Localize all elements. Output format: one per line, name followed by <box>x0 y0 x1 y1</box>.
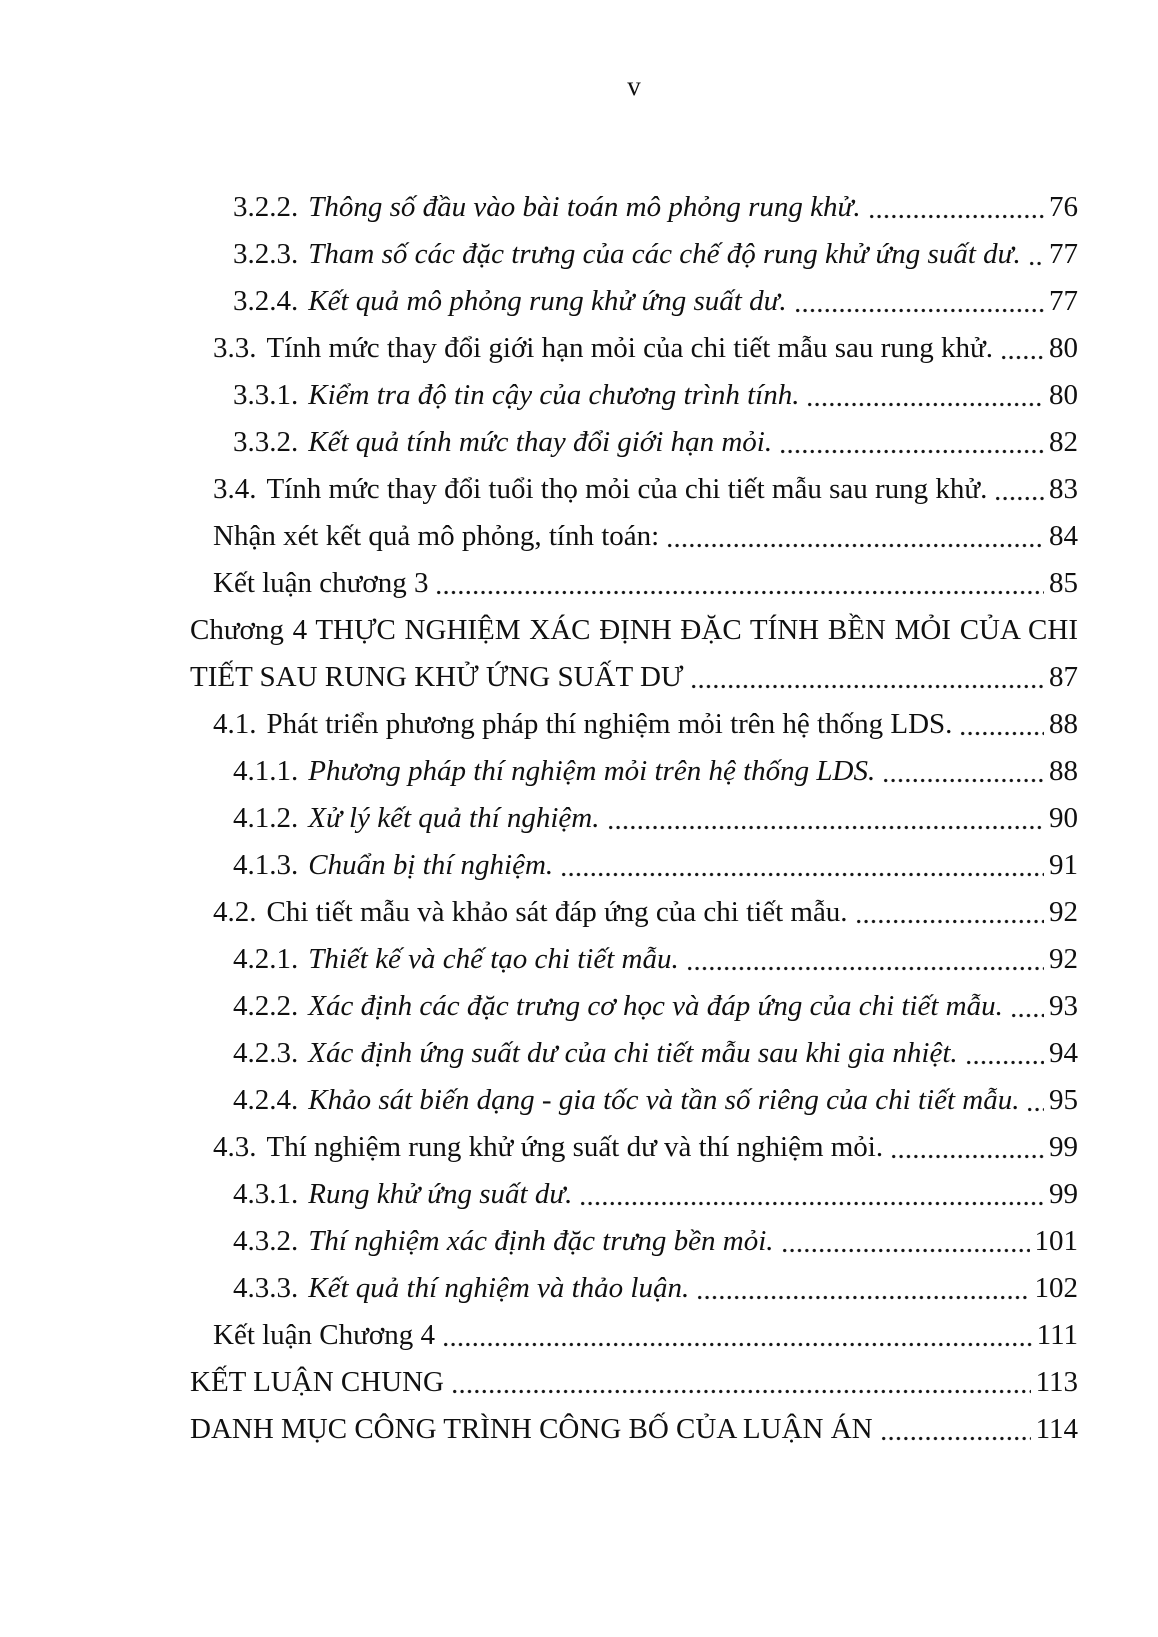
toc-entry <box>190 1124 1078 1171</box>
entry-page-number: 94 <box>1049 1037 1078 1069</box>
entry-title: Thí nghiệm rung khử ứng suất dư và thí nghiệm mỏi. <box>266 1131 884 1163</box>
entry-title: KẾT LUẬN CHUNG <box>190 1366 445 1398</box>
entry-title: Xác định ứng suất dư của chi tiết mẫu sau khi gia nhiệt. <box>308 1037 958 1069</box>
entry-page-number: 77 <box>1049 285 1078 317</box>
entry-number: 4.1.2. <box>233 802 299 834</box>
entry-page-number: 83 <box>1049 473 1078 505</box>
toc-entry <box>190 701 1078 748</box>
toc-entry <box>190 748 1078 795</box>
entry-number: 4.3.2. <box>233 1225 299 1257</box>
entry-title: Phương pháp thí nghiệm mỏi trên hệ thống LDS. <box>308 755 876 787</box>
dot-leader <box>690 654 1044 701</box>
dot-leader <box>794 278 1044 325</box>
toc-entry <box>190 1171 1078 1218</box>
entry-number: 4.1.1. <box>233 755 299 787</box>
entry-page-number: 91 <box>1049 849 1078 881</box>
dot-leader <box>607 795 1045 842</box>
entry-page-number: 99 <box>1049 1131 1078 1163</box>
entry-title: TIẾT SAU RUNG KHỬ ỨNG SUẤT DƯ <box>190 661 684 693</box>
entry-number: 3.2.4. <box>233 285 299 317</box>
dot-leader <box>882 748 1044 795</box>
entry-page-number: 88 <box>1049 755 1078 787</box>
entry-title: Chương 4 THỰC NGHIỆM XÁC ĐỊNH ĐẶC TÍNH BỀN MỎI CỦA CHI <box>190 614 1078 646</box>
entry-title: Kết quả tính mức thay đổi giới hạn mỏi. <box>308 426 773 458</box>
entry-title: Tham số các đặc trưng của các chế độ rung khử ứng suất dư. <box>308 238 1021 270</box>
entry-number: 3.4. <box>213 473 257 505</box>
entry-page-number: 88 <box>1049 708 1078 740</box>
dot-leader <box>579 1171 1044 1218</box>
dot-leader <box>560 842 1044 889</box>
dot-leader <box>959 701 1044 748</box>
entry-number: 4.2. <box>213 896 257 928</box>
toc-entry <box>190 372 1078 419</box>
toc-entry <box>190 560 1078 607</box>
entry-number: 3.3.2. <box>233 426 299 458</box>
dot-leader <box>994 466 1044 513</box>
entry-page-number: 84 <box>1049 520 1078 552</box>
entry-number: 4.3.3. <box>233 1272 299 1304</box>
dot-leader <box>781 1218 1030 1265</box>
dot-leader <box>855 889 1044 936</box>
dot-leader <box>1026 1077 1044 1124</box>
entry-number: 4.1. <box>213 708 257 740</box>
entry-page-number: 93 <box>1049 990 1078 1022</box>
entry-number: 4.1.3. <box>233 849 299 881</box>
entry-title: Thiết kế và chế tạo chi tiết mẫu. <box>308 943 679 975</box>
toc-entry <box>190 1312 1078 1359</box>
toc-entry <box>190 1406 1078 1453</box>
entry-page-number: 80 <box>1049 332 1078 364</box>
entry-page-number: 102 <box>1034 1272 1078 1304</box>
toc-entry <box>190 889 1078 936</box>
dot-leader <box>806 372 1044 419</box>
entry-number: 4.3. <box>213 1131 257 1163</box>
toc-entry <box>190 1218 1078 1265</box>
entry-page-number: 95 <box>1049 1084 1078 1116</box>
toc-entry <box>190 466 1078 513</box>
toc-entry <box>190 1359 1078 1406</box>
entry-page-number: 99 <box>1049 1178 1078 1210</box>
entry-page-number: 101 <box>1034 1225 1078 1257</box>
toc-entry <box>190 419 1078 466</box>
toc-entry <box>190 278 1078 325</box>
entry-number: 3.3.1. <box>233 379 299 411</box>
dot-leader <box>965 1030 1044 1077</box>
entry-page-number: 82 <box>1049 426 1078 458</box>
toc-entry <box>190 513 1078 560</box>
entry-number: 4.2.4. <box>233 1084 299 1116</box>
entry-number: 3.2.2. <box>233 191 299 223</box>
entry-title: Kết quả mô phỏng rung khử ứng suất dư. <box>308 285 787 317</box>
entry-title: Thí nghiệm xác định đặc trưng bền mỏi. <box>308 1225 774 1257</box>
dot-leader <box>696 1265 1029 1312</box>
entry-title: Rung khử ứng suất dư. <box>308 1178 573 1210</box>
toc-entry-continuation <box>190 607 1078 654</box>
toc-entry <box>190 1030 1078 1077</box>
entry-page-number: 77 <box>1049 238 1078 270</box>
toc-entry <box>190 325 1078 372</box>
dot-leader <box>442 1312 1032 1359</box>
entry-title: Chi tiết mẫu và khảo sát đáp ứng của chi tiết mẫu. <box>266 896 848 928</box>
entry-page-number: 80 <box>1049 379 1078 411</box>
entry-number: 4.3.1. <box>233 1178 299 1210</box>
entry-number: 4.2.3. <box>233 1037 299 1069</box>
toc-entry <box>190 231 1078 278</box>
entry-page-number: 114 <box>1035 1413 1078 1445</box>
entry-number: 3.2.3. <box>233 238 299 270</box>
toc-entry <box>190 654 1078 701</box>
dot-leader <box>779 419 1044 466</box>
dot-leader <box>1000 325 1044 372</box>
entry-title: Phát triển phương pháp thí nghiệm mỏi trên hệ thống LDS. <box>266 708 953 740</box>
entry-page-number: 85 <box>1049 567 1078 599</box>
toc-entry <box>190 936 1078 983</box>
dot-leader <box>666 513 1044 560</box>
dot-leader <box>435 560 1044 607</box>
entry-page-number: 92 <box>1049 896 1078 928</box>
entry-title: Xác định các đặc trưng cơ học và đáp ứng của chi tiết mẫu. <box>308 990 1003 1022</box>
entry-title: Tính mức thay đổi tuổi thọ mỏi của chi tiết mẫu sau rung khử. <box>266 473 988 505</box>
entry-title: Kết quả thí nghiệm và thảo luận. <box>308 1272 690 1304</box>
entry-title: Kết luận chương 3 <box>213 567 429 599</box>
entry-title: Nhận xét kết quả mô phỏng, tính toán: <box>213 520 660 552</box>
toc-entry <box>190 842 1078 889</box>
entry-title: DANH MỤC CÔNG TRÌNH CÔNG BỐ CỦA LUẬN ÁN <box>190 1413 873 1445</box>
entry-page-number: 111 <box>1036 1319 1078 1351</box>
entry-number: 3.3. <box>213 332 257 364</box>
entry-title: Tính mức thay đổi giới hạn mỏi của chi tiết mẫu sau rung khử. <box>266 332 994 364</box>
dot-leader <box>890 1124 1044 1171</box>
entry-page-number: 76 <box>1049 191 1078 223</box>
entry-title: Xử lý kết quả thí nghiệm. <box>308 802 600 834</box>
dot-leader <box>868 184 1044 231</box>
entry-number: 4.2.1. <box>233 943 299 975</box>
dot-leader <box>451 1359 1031 1406</box>
entry-title: Chuẩn bị thí nghiệm. <box>308 849 554 881</box>
page-number: v <box>627 71 641 101</box>
entry-title: Khảo sát biến dạng - gia tốc và tần số riêng của chi tiết mẫu. <box>308 1084 1020 1116</box>
entry-page-number: 92 <box>1049 943 1078 975</box>
toc-entry <box>190 1265 1078 1312</box>
entry-title: Thông số đầu vào bài toán mô phỏng rung khử. <box>308 191 861 223</box>
entry-title: Kiểm tra độ tin cậy của chương trình tính. <box>308 379 800 411</box>
toc-entry <box>190 184 1078 231</box>
entry-title: Kết luận Chương 4 <box>213 1319 435 1351</box>
dot-leader <box>1028 231 1044 278</box>
dot-leader <box>880 1406 1031 1453</box>
toc-entry <box>190 795 1078 842</box>
table-of-contents <box>190 184 1078 1453</box>
toc-entry <box>190 983 1078 1030</box>
entry-page-number: 113 <box>1035 1366 1078 1398</box>
dot-leader <box>1010 983 1044 1030</box>
entry-page-number: 90 <box>1049 802 1078 834</box>
dot-leader <box>686 936 1044 983</box>
entry-page-number: 87 <box>1049 661 1078 693</box>
toc-entry <box>190 1077 1078 1124</box>
entry-number: 4.2.2. <box>233 990 299 1022</box>
